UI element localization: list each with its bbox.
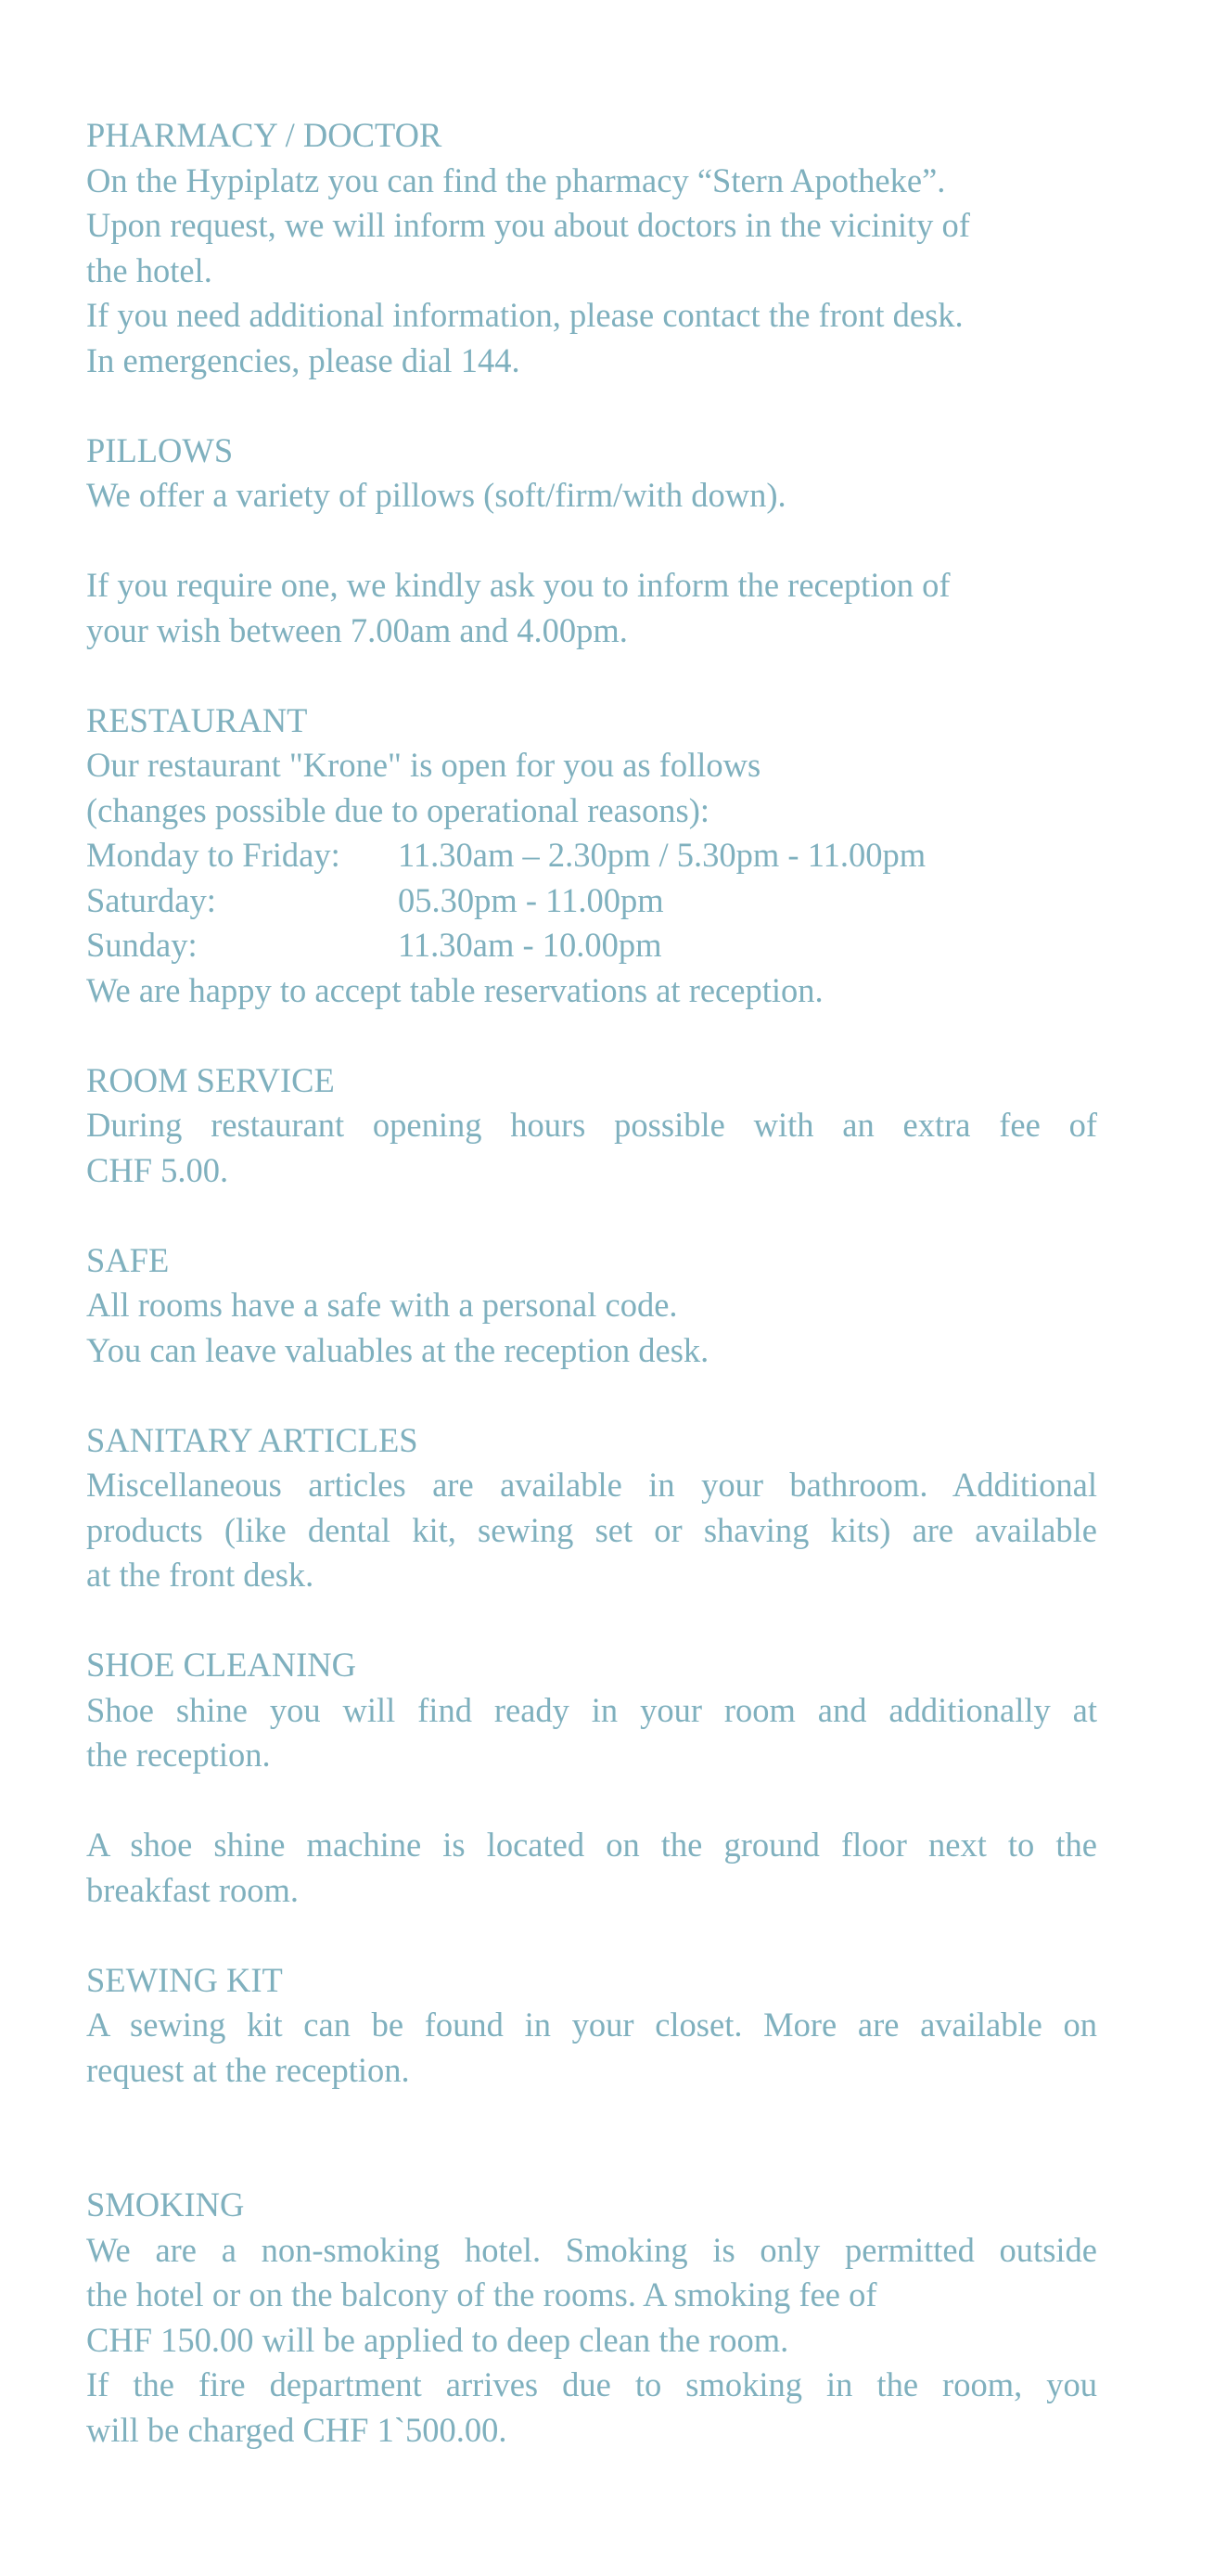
- shoe-cleaning-text: A shoe shine machine is located on the ground floor next to the: [86, 1826, 1097, 1864]
- fire-department-fee-text: will be charged CHF 1`500.00.: [86, 2410, 507, 2449]
- opening-hours-row: [86, 878, 1097, 924]
- opening-day: Monday to Friday:: [86, 836, 340, 874]
- safe-text: All rooms have a safe with a personal code.: [86, 1286, 678, 1324]
- section-heading: PILLOWS: [86, 430, 234, 469]
- shoe-cleaning-text: Shoe shine you will find ready in your room and additionally at: [86, 1690, 1097, 1729]
- pharmacy-text: If you need additional information, please contact the front desk.: [86, 296, 964, 334]
- sewing-kit-text: A sewing kit can be found in your closet. More are available on: [86, 2006, 1097, 2044]
- section-heading: SMOKING: [86, 2185, 245, 2224]
- opening-day: Saturday:: [86, 880, 216, 919]
- section-heading: SHOE CLEANING: [86, 1646, 356, 1684]
- pillows-section: [86, 429, 1097, 654]
- sanitary-articles-section: [86, 1418, 1097, 1598]
- opening-hours-row: [86, 923, 1097, 968]
- smoking-text: the hotel or on the balcony of the rooms. A smoking fee of: [86, 2275, 877, 2313]
- opening-time: 11.30am - 10.00pm: [398, 926, 662, 964]
- sewing-kit-section: [86, 1958, 1097, 2094]
- pharmacy-text: Upon request, we will inform you about doctors in the vicinity of: [86, 206, 970, 244]
- smoking-section: [86, 2183, 1097, 2453]
- pillows-text: If you require one, we kindly ask you to inform the reception of: [86, 566, 951, 604]
- sanitary-text: at the front desk.: [86, 1556, 314, 1594]
- restaurant-section: [86, 698, 1097, 1014]
- opening-hours-row: [86, 833, 1097, 878]
- pillows-text: your wish between 7.00am and 4.00pm.: [86, 610, 628, 649]
- restaurant-intro: Our restaurant "Krone" is open for you as follows: [86, 746, 761, 784]
- safe-section: [86, 1238, 1097, 1374]
- room-service-section: [86, 1058, 1097, 1194]
- sanitary-text: products (like dental kit, sewing set or shaving kits) are available: [86, 1510, 1097, 1549]
- section-heading: SANITARY ARTICLES: [86, 1420, 418, 1459]
- room-service-text: During restaurant opening hours possible with an extra fee of: [86, 1106, 1097, 1144]
- pharmacy-text: On the Hypiplatz you can find the pharmacy “Stern Apotheke”.: [86, 160, 946, 199]
- reservations-text: We are happy to accept table reservations at reception.: [86, 970, 824, 1009]
- section-heading: SEWING KIT: [86, 1960, 283, 1999]
- safe-text: You can leave valuables at the reception desk.: [86, 1330, 709, 1369]
- hotel-information-page: [86, 113, 1097, 2453]
- section-heading: SAFE: [86, 1240, 170, 1279]
- restaurant-intro: (changes possible due to operational reasons):: [86, 790, 710, 829]
- pharmacy-doctor-section: [86, 113, 1097, 383]
- room-service-text: CHF 5.00.: [86, 1150, 229, 1189]
- smoking-fee-text: CHF 150.00 will be applied to deep clean the room.: [86, 2320, 789, 2359]
- emergency-text: In emergencies, please dial 144.: [86, 340, 520, 379]
- smoking-text: We are a non-smoking hotel. Smoking is only permitted outside: [86, 2230, 1097, 2269]
- sewing-kit-text: request at the reception.: [86, 2050, 410, 2089]
- pillows-text: We offer a variety of pillows (soft/firm/with down).: [86, 476, 786, 514]
- shoe-cleaning-text: breakfast room.: [86, 1870, 300, 1909]
- smoking-text: If the fire department arrives due to smoking in the room, you: [86, 2365, 1097, 2403]
- pharmacy-text: the hotel.: [86, 250, 212, 289]
- sanitary-text: Miscellaneous articles are available in your bathroom. Additional: [86, 1466, 1097, 1504]
- section-heading: RESTAURANT: [86, 700, 308, 739]
- section-heading: PHARMACY / DOCTOR: [86, 116, 442, 154]
- shoe-cleaning-section: [86, 1643, 1097, 1913]
- section-heading: ROOM SERVICE: [86, 1060, 335, 1099]
- opening-time: 11.30am – 2.30pm / 5.30pm - 11.00pm: [398, 836, 927, 874]
- opening-day: Sunday:: [86, 926, 198, 964]
- shoe-cleaning-text: the reception.: [86, 1736, 271, 1774]
- opening-time: 05.30pm - 11.00pm: [398, 880, 664, 919]
